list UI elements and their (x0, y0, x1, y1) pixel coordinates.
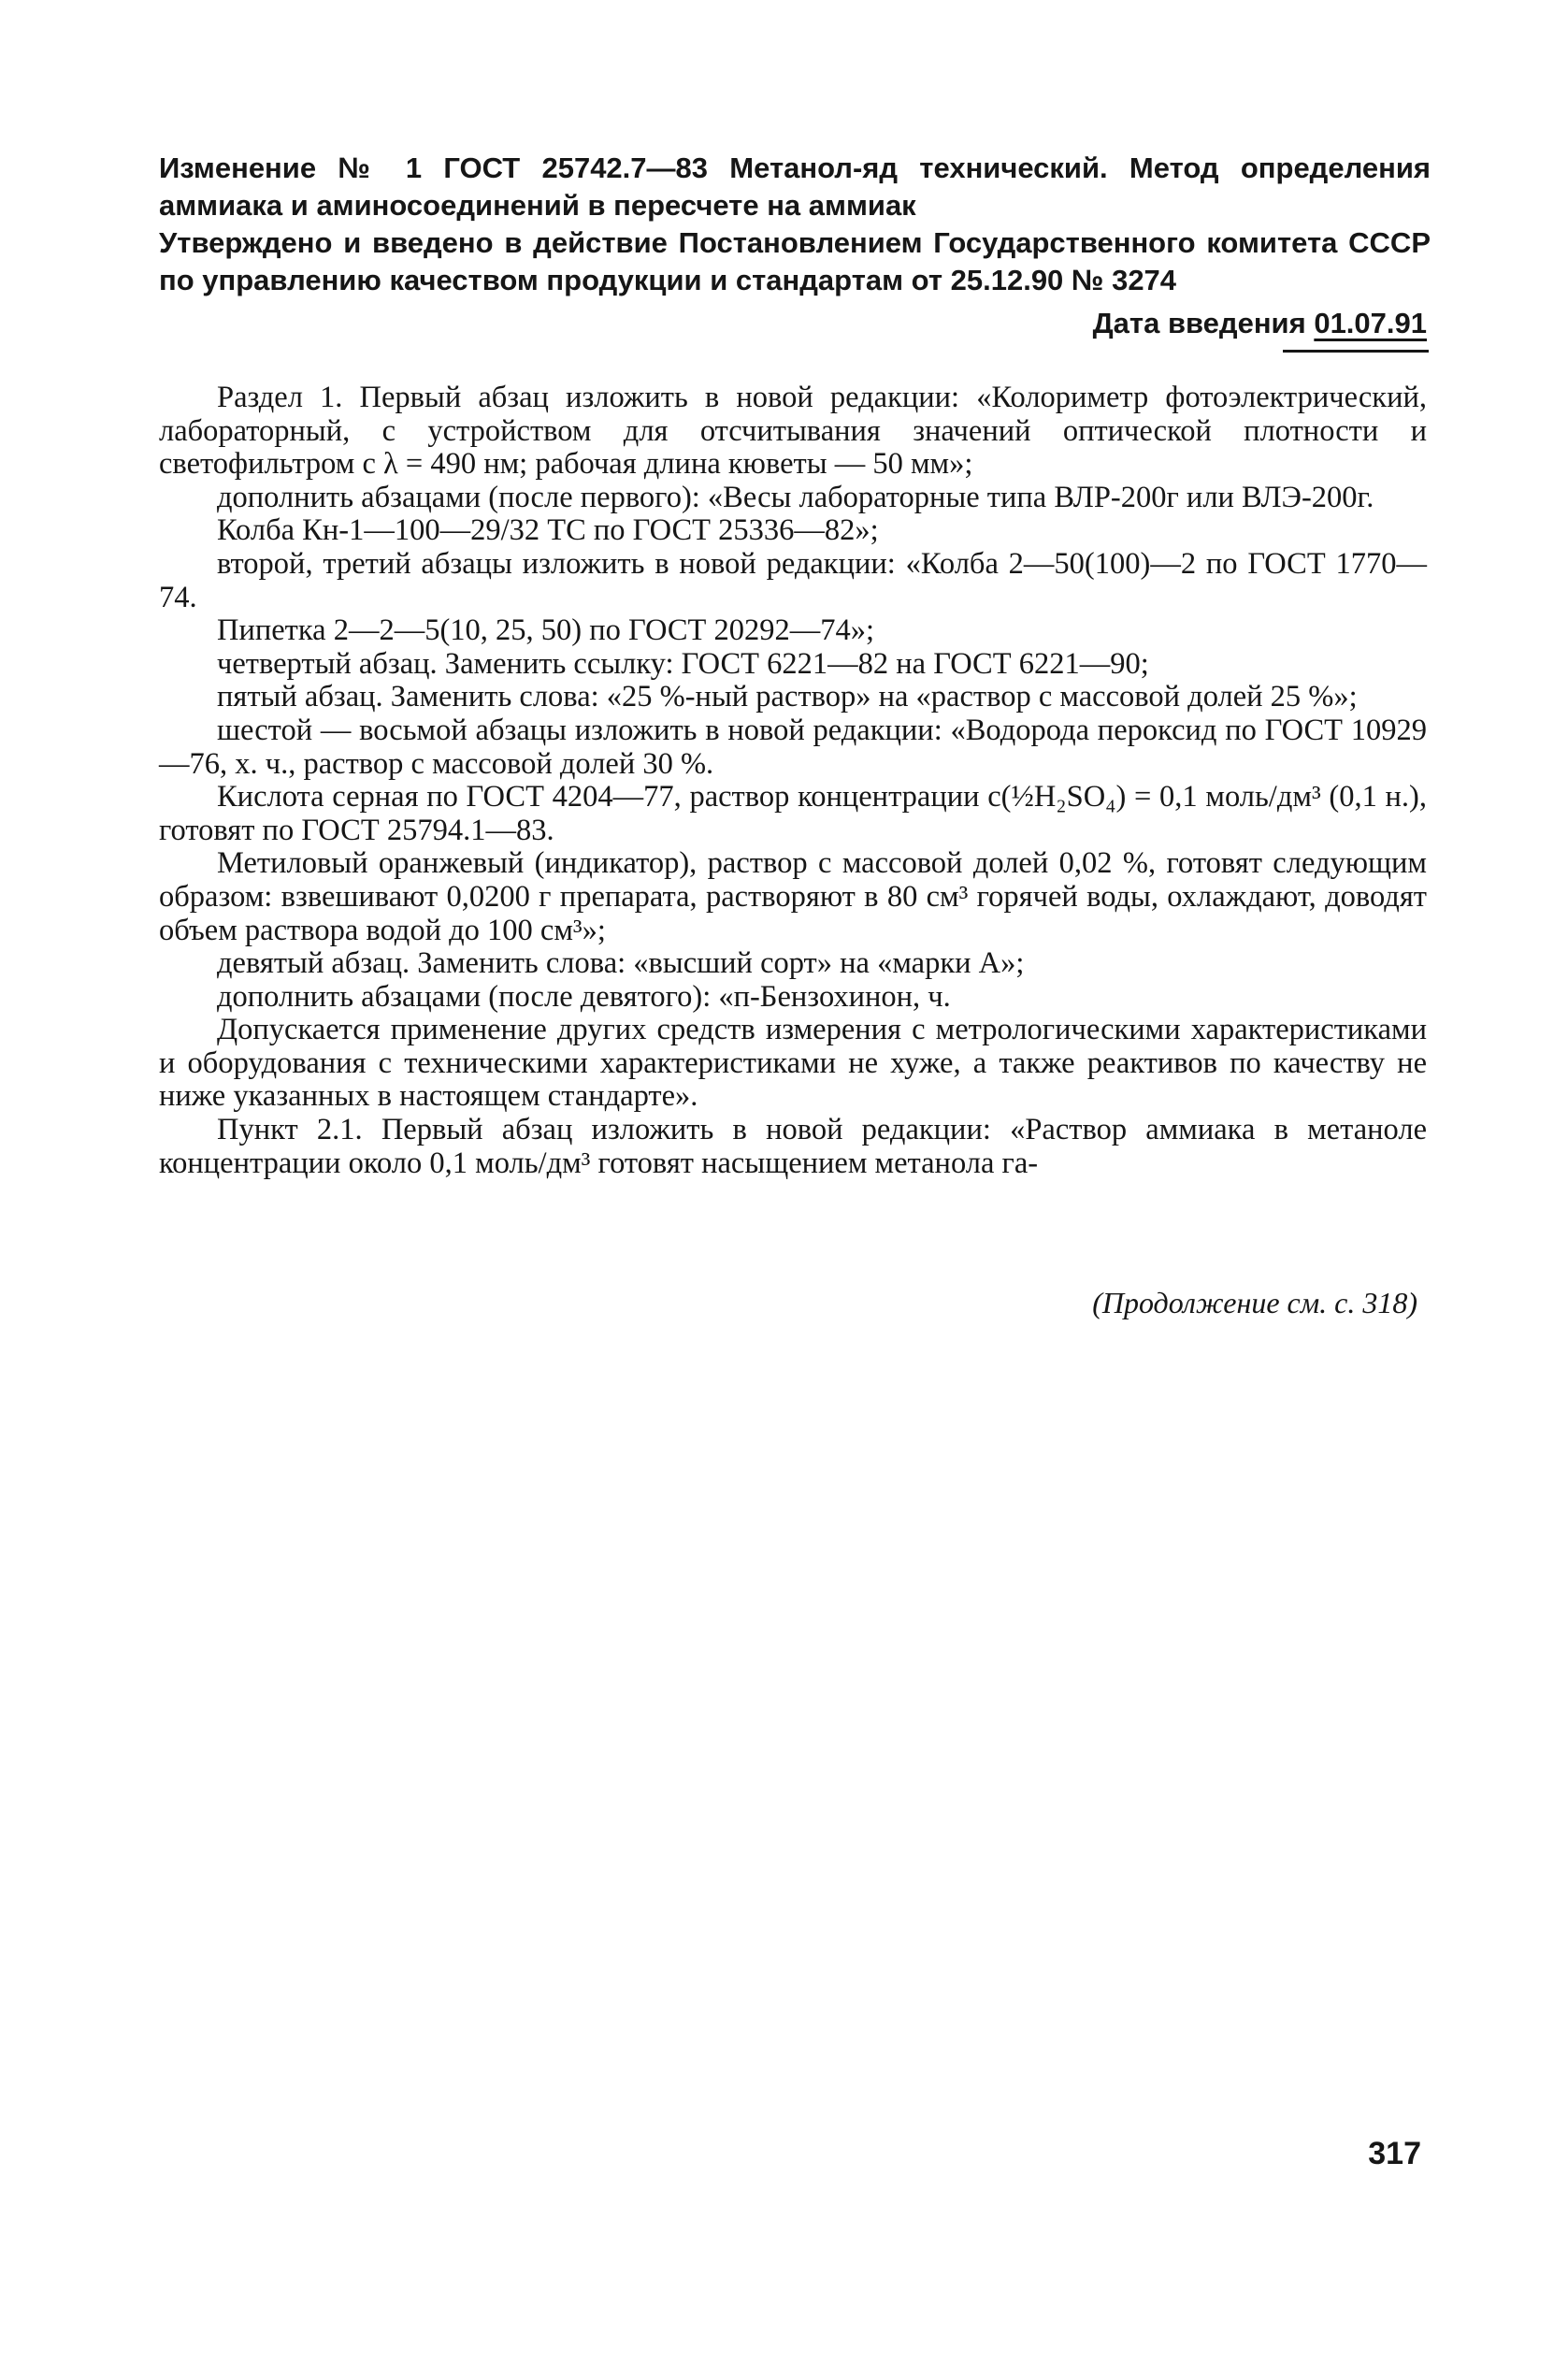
paragraph: девятый абзац. Заменить слова: «высший сорт» на «марки А»; (217, 946, 1025, 981)
paragraph: Колба Кн-1—100—29/32 ТС по ГОСТ 25336—82»; (217, 513, 879, 548)
effective-date-value: 01.07.91 (1314, 307, 1427, 339)
effective-date-label: Дата введения (1092, 307, 1306, 339)
amendment-title: Изменение № 1 ГОСТ 25742.7—83 Метанол-яд технический. Метод определения аммиака и аминосоединений в пересчете на аммиак (159, 151, 1431, 222)
paragraph: Кислота серная по ГОСТ 4204—77, раствор концентрации c(½H₂SO₄) = 0,1 моль/дм³ (0,1 н.), готовят по ГОСТ 25794.1—83. (159, 780, 1427, 847)
paragraph: Пипетка 2—2—5(10, 25, 50) по ГОСТ 20292—74»; (217, 613, 875, 648)
paragraph: пятый абзац. Заменить слова: «25 %-ный раствор» на «раствор с массовой долей 25 %»; (217, 680, 1358, 714)
paragraph: Метиловый оранжевый (индикатор), раствор с массовой долей 0,02 %, готовят следующим образом: взвешивают 0,0200 г препарата, растворяют в 80 см³ горячей воды, охлаждают, доводят объем раствора водой до 100 см³»; (159, 846, 1427, 947)
page-number: 317 (1368, 2136, 1421, 2171)
paragraph: дополнить абзацами (после девятого): «п-Бензохинон, ч. (217, 979, 951, 1014)
paragraph-point-2-1: Пункт 2.1. Первый абзац изложить в новой редакции: «Раствор аммиака в метаноле концентрации около 0,1 моль/дм³ готовят насыщением метанола га- (159, 1113, 1427, 1180)
paragraph: шестой — восьмой абзацы изложить в новой редакции: «Водорода пероксид по ГОСТ 10929—76, х. ч., раствор с массовой долей 30 %. (159, 713, 1427, 781)
approval-statement: Утверждено и введено в действие Постановлением Государственного комитета СССР по управлению качеством продукции и стандартам от 25.12.90 № 3274 (159, 226, 1431, 296)
effective-date (159, 305, 1427, 342)
continuation-note: (Продолжение см. с. 318) (1092, 1286, 1417, 1319)
paragraph-section-1: Раздел 1. Первый абзац изложить в новой редакции: «Колориметр фотоэлектрический, лабораторный, с устройством для отсчитывания значений оптической плотности и светофильтром с λ = 490 нм; рабочая длина кюветы — 50 мм»; (159, 381, 1427, 482)
paragraph: Допускается применение других средств измерения с метрологическими характеристиками и оборудования с техническими характеристиками не хуже, а также реактивов по качеству не ниже указанных в настоящем стандарте». (159, 1013, 1427, 1114)
amendment-body (159, 382, 1427, 1180)
paragraph: дополнить абзацами (после первого): «Весы лабораторные типа ВЛР-200г или ВЛЭ-200г. (217, 480, 1374, 514)
paragraph: второй, третий абзацы изложить в новой редакции: «Колба 2—50(100)—2 по ГОСТ 1770—74. (159, 546, 1427, 614)
date-underline (1283, 350, 1429, 353)
paragraph: четвертый абзац. Заменить ссылку: ГОСТ 6221—82 на ГОСТ 6221—90; (217, 646, 1149, 681)
